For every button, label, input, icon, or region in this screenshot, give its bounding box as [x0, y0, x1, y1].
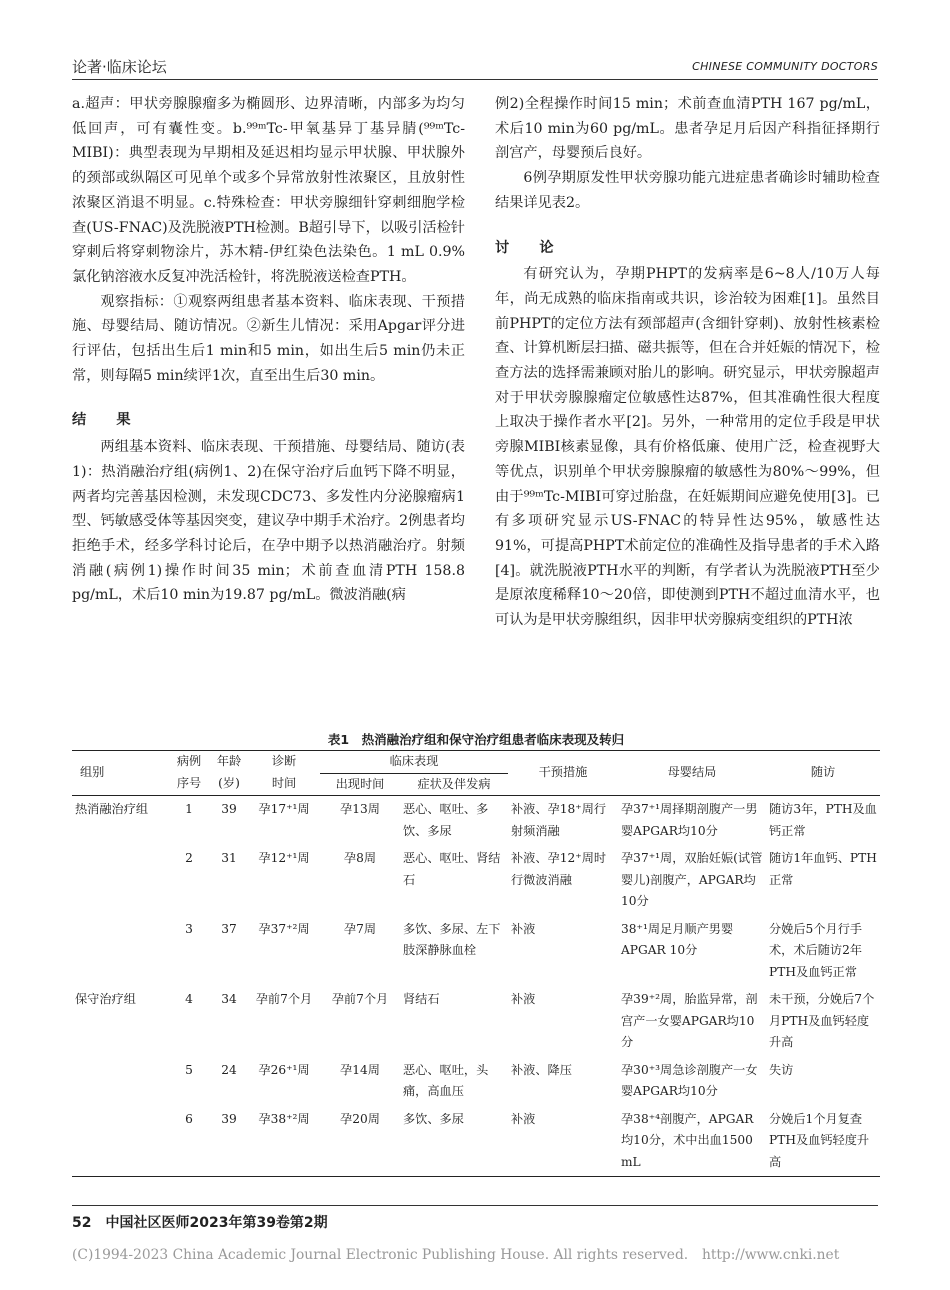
cell-diag: 孕前7个月 — [255, 992, 313, 1006]
cell-onset: 孕13周 — [340, 802, 380, 816]
table-row — [72, 796, 880, 846]
cell-outcome: 孕39⁺²周，胎监异常，剖宫产一女婴APGAR均10分 — [621, 992, 758, 1049]
cell-age: 31 — [221, 851, 237, 865]
methods-paragraph: a.超声：甲状旁腺腺瘤多为椭圆形、边界清晰，内部多为均匀低回声，可有囊性变。b.⁹⁹ᵐTc-甲氧基异丁基异腈(⁹⁹ᵐTc-MIBI)：典型表现为早期相及延迟相均显示甲状腺、甲状腺外的颈部或纵隔区可见单个或多个异常放射性浓聚区，且放射性浓聚区消退不明显。c.特殊检查：甲状旁腺细针穿刺细胞学检查(US-FNAC)及洗脱液PTH检测。B超引导下，以吸引活检针穿刺后将穿刺物涂片，苏木精-伊红染色法染色。1 mL 0.9%氯化钠溶液水反复冲洗活检针，将洗脱液送检查PTH。 — [72, 96, 465, 285]
cell-onset: 孕20周 — [320, 1106, 400, 1177]
table-row — [72, 845, 880, 916]
cell-outcome: 孕37⁺¹周，双胎妊娠(试管婴儿)剖腹产，APGAR均10分 — [621, 851, 763, 908]
right-column — [495, 92, 880, 633]
observation-paragraph: 观察指标：①观察两组患者基本资料、临床表现、干预措施、母婴结局、随访情况。②新生儿情况：采用Apgar评分进行评估，包括出生后1 min和5 min，如出生后5 min仍未正常，则每隔5 min续评1次，直至出生后30 min。 — [72, 293, 465, 384]
cell-intervention: 补液 — [508, 1106, 618, 1177]
cell-group: 保守治疗组 — [75, 992, 136, 1006]
col-case-b: 序号 — [168, 773, 210, 796]
cell-case: 6 — [168, 1106, 210, 1177]
col-diag-a: 诊断 — [248, 751, 320, 774]
cell-age: 24 — [221, 1062, 237, 1077]
col-age-a: 年龄 — [210, 751, 248, 774]
journal-section-header: 论著·临床论坛 — [72, 58, 167, 76]
cell-onset: 孕8周 — [343, 851, 377, 865]
cell-group: 热消融治疗组 — [75, 802, 149, 816]
cell-intervention: 补液 — [511, 921, 536, 936]
cell-symptoms: 恶心、呕吐、肾结石 — [403, 851, 501, 887]
cell-followup: 失访 — [769, 1062, 794, 1077]
cell-case: 4 — [185, 992, 193, 1006]
table-row — [72, 1057, 880, 1106]
cell-diag: 孕12⁺¹周 — [258, 851, 310, 865]
cell-outcome: 38⁺¹周足月顺产男婴APGAR 10分 — [621, 921, 734, 957]
cell-diag: 孕17⁺¹周 — [258, 802, 310, 816]
cell-age: 34 — [221, 992, 237, 1006]
cell-intervention: 补液、孕12⁺周时行微波消融 — [511, 851, 607, 887]
cell-intervention: 补液 — [511, 992, 536, 1006]
table-caption: 表1 热消融治疗组和保守治疗组患者临床表现及转归 — [327, 732, 625, 747]
table-row — [72, 986, 880, 1057]
cell-group — [72, 916, 168, 987]
results-paragraph: 两组基本资料、临床表现、干预措施、母婴结局、随访(表1)：热消融治疗组(病例1、2)在保守治疗后血钙下降不明显，两者均完善基因检测，未发现CDC73、多发性内分泌腺瘤病1型、钙敏感受体等基因突变，建议孕中期手术治疗。2例患者均拒绝手术，经多学科讨论后，在孕中期予以热消融治疗。射频消融(病例1)操作时间35 min；术前查血清PTH 158.8 pg/mL，术后10 min为19.87 pg/mL。微波消融(病 — [72, 439, 465, 604]
discussion-heading: 讨 论 — [495, 239, 562, 256]
col-followup: 随访 — [766, 751, 880, 796]
col-diag-b: 时间 — [248, 773, 320, 796]
cell-case: 2 — [185, 851, 193, 865]
page-footer: 52 中国社区医师2023年第39卷第2期 — [72, 1215, 328, 1231]
footer-rule — [72, 1205, 878, 1206]
cell-age: 37 — [221, 921, 237, 936]
cell-case: 5 — [185, 1062, 193, 1077]
cell-diag: 孕26⁺¹周 — [258, 1062, 310, 1077]
cell-symptoms: 恶心、呕吐，头痛，高血压 — [403, 1062, 489, 1098]
col-clinical: 临床表现 — [320, 751, 508, 774]
cell-group — [72, 1106, 168, 1177]
cell-diag: 孕37⁺²周 — [258, 921, 310, 936]
cell-followup: 分娩后5个月行手术，术后随访2年PTH及血钙正常 — [769, 921, 863, 979]
cell-group — [72, 1057, 168, 1106]
cell-followup: 未干预，分娩后7个月PTH及血钙轻度升高 — [769, 992, 875, 1049]
clinical-outcome-table — [72, 750, 880, 1177]
col-outcome: 母婴结局 — [618, 751, 766, 796]
results-continued-paragraph: 例2)全程操作时间15 min；术前查血清PTH 167 pg/mL，术后10 min为60 pg/mL。患者孕足月后因产科指征择期行剖宫产，母婴预后良好。 — [495, 96, 880, 162]
cell-case: 3 — [185, 921, 193, 936]
left-column — [72, 92, 465, 608]
header-rule — [72, 79, 878, 80]
cell-case: 1 — [185, 802, 193, 816]
cell-symptoms: 肾结石 — [403, 992, 440, 1006]
cell-age: 39 — [210, 1106, 248, 1177]
cell-intervention: 补液、降压 — [511, 1062, 572, 1077]
copyright-notice: (C)1994-2023 China Academic Journal Electronic Publishing House. All rights reserved. http://www.cnki.net — [72, 1247, 840, 1263]
col-case-a: 病例 — [168, 751, 210, 774]
col-symptoms: 症状及伴发病 — [400, 773, 508, 796]
cell-group — [72, 845, 168, 916]
cell-onset: 孕14周 — [340, 1062, 380, 1077]
cell-diag: 孕38⁺²周 — [248, 1106, 320, 1177]
cell-intervention: 补液、孕18⁺周行射频消融 — [511, 802, 607, 838]
cell-outcome: 孕30⁺³周急诊剖腹产一女婴APGAR均10分 — [621, 1062, 758, 1098]
cell-onset: 孕前7个月 — [331, 992, 389, 1006]
cell-outcome: 孕37⁺¹周择期剖腹产一男婴APGAR均10分 — [621, 802, 758, 838]
journal-name-header: CHINESE COMMUNITY DOCTORS — [692, 60, 878, 73]
cell-followup: 随访3年，PTH及血钙正常 — [769, 802, 877, 838]
col-age-b: (岁) — [210, 773, 248, 796]
table2-reference-paragraph: 6例孕期原发性甲状旁腺功能亢进症患者确诊时辅助检查结果详见表2。 — [495, 170, 880, 211]
cell-followup: 分娩后1个月复查PTH及血钙轻度升高 — [766, 1106, 880, 1177]
col-intervention: 干预措施 — [508, 751, 618, 796]
cell-outcome: 孕38⁺⁴剖腹产，APGAR均10分，术中出血1500 mL — [618, 1106, 766, 1177]
table-row — [72, 1106, 880, 1177]
cell-onset: 孕7周 — [343, 921, 377, 936]
cell-followup: 随访1年血钙、PTH正常 — [769, 851, 877, 887]
cell-symptoms: 多饮、多尿、左下肢深静脉血栓 — [403, 921, 501, 957]
cell-age: 39 — [221, 802, 237, 816]
col-onset: 出现时间 — [320, 773, 400, 796]
cell-symptoms: 多饮、多尿 — [400, 1106, 508, 1177]
results-heading: 结 果 — [72, 412, 139, 429]
col-group: 组别 — [72, 751, 168, 796]
discussion-paragraph: 有研究认为，孕期PHPT的发病率是6~8人/10万人每年，尚无成熟的临床指南或共识，诊治较为困难[1]。虽然目前PHPT的定位方法有颈部超声(含细针穿刺)、放射性核素检查、计算机断层扫描、磁共振等，但在合并妊娠的情况下，检查方法的选择需兼顾对胎儿的影响。研究显示，甲状旁腺超声对于甲状旁腺腺瘤定位敏感性达87%，但其准确性很大程度上取决于操作者水平[2]。另外，一种常用的定位手段是甲状旁腺MIBI核素显像，具有价格低廉、使用广泛，检查视野大等优点，识别单个甲状旁腺腺瘤的敏感性为80%～99%，但由于⁹⁹ᵐTc-MIBI可穿过胎盘，在妊娠期间应避免使用[3]。已有多项研究显示US-FNAC的特异性达95%，敏感性达91%，可提高PHPT术前定位的准确性及指导患者的手术入路[4]。就洗脱液PTH水平的判断，有学者认为洗脱液PTH至少是原浓度稀释10～20倍，即使测到PTH不超过血清水平，也可认为是甲状旁腺组织，因非甲状旁腺病变组织的PTH浓 — [495, 266, 880, 629]
cell-symptoms: 恶心、呕吐、多饮、多尿 — [403, 802, 489, 838]
table-row — [72, 916, 880, 987]
